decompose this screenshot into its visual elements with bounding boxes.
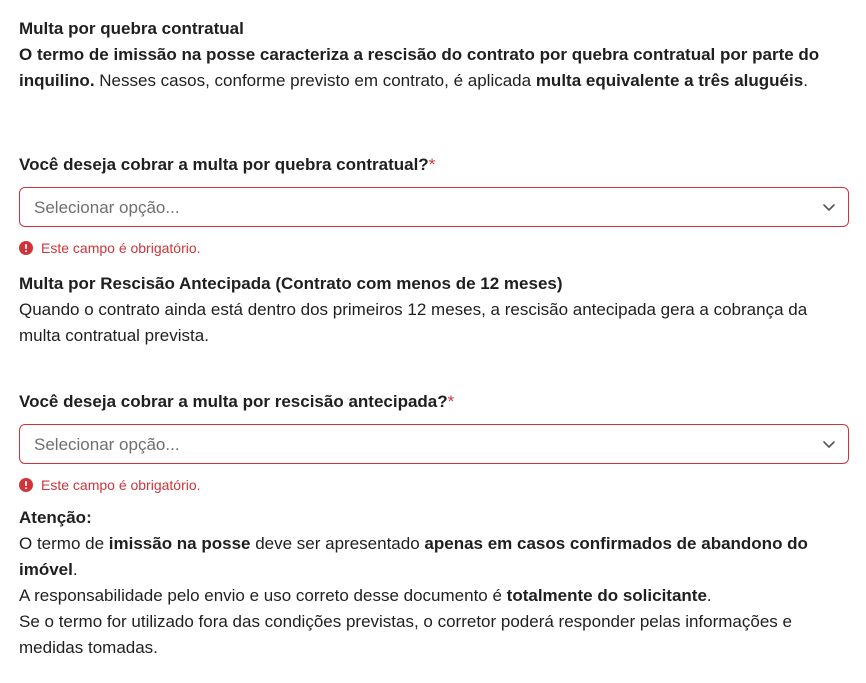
form-container — [19, 16, 849, 661]
attention-line-1 — [19, 531, 849, 583]
desc-end-1: . — [803, 71, 808, 90]
attention-text: A responsabilidade pelo envio e uso correto desse documento é — [19, 586, 507, 605]
question-label-text: Você deseja cobrar a multa por rescisão antecipada? — [19, 392, 448, 411]
chevron-down-icon — [822, 437, 836, 451]
question-label-text: Você deseja cobrar a multa por quebra contratual? — [19, 155, 429, 174]
section-rescisao-antecipada — [19, 271, 849, 349]
section-description-quebra — [19, 42, 849, 94]
question-label-rescisao — [19, 389, 849, 415]
select-rescisao-antecipada[interactable] — [19, 424, 849, 464]
desc-bold-2: multa equivalente a três aluguéis — [535, 71, 804, 90]
question-rescisao — [19, 389, 849, 494]
question-label-quebra — [19, 152, 849, 178]
required-asterisk: * — [428, 155, 436, 174]
select-quebra-contratual[interactable] — [19, 187, 849, 227]
desc-text-1: Nesses casos, conforme previsto em contrato, é aplicada — [94, 71, 536, 90]
section-title-rescisao: Multa por Rescisão Antecipada (Contrato com menos de 12 meses) — [19, 274, 563, 293]
error-text: Este campo é obrigatório. — [41, 477, 201, 493]
required-asterisk: * — [447, 392, 455, 411]
attention-text: deve ser apresentado — [250, 534, 425, 553]
error-text: Este campo é obrigatório. — [41, 240, 201, 256]
select-placeholder: Selecionar opção... — [34, 435, 180, 454]
attention-text: O termo de — [19, 534, 109, 553]
error-circle-icon — [19, 241, 33, 255]
attention-bold: imissão na posse — [108, 534, 251, 553]
section-description-rescisao: Quando o contrato ainda está dentro dos primeiros 12 meses, a rescisão antecipada gera a cobrança da multa contratual prevista. — [19, 300, 808, 345]
attention-title: Atenção: — [19, 508, 92, 527]
attention-text: . — [72, 560, 78, 579]
section-quebra-contratual — [19, 16, 849, 94]
chevron-down-icon — [822, 200, 836, 214]
attention-line-2 — [19, 583, 849, 609]
error-message-rescisao — [19, 476, 849, 494]
attention-block — [19, 505, 849, 661]
desc-bold-1: O termo de imissão na posse caracteriza a rescisão do contrato por quebra contratual por parte do inquilino. — [19, 45, 820, 90]
attention-text: . — [706, 586, 712, 605]
attention-line-3: Se o termo for utilizado fora das condições previstas, o corretor poderá responder pelas informações e medidas tomadas. — [19, 612, 792, 657]
select-placeholder: Selecionar opção... — [34, 198, 180, 217]
section-title-quebra: Multa por quebra contratual — [19, 19, 244, 38]
question-quebra — [19, 152, 849, 257]
error-circle-icon — [19, 478, 33, 492]
attention-bold: totalmente do solicitante — [506, 586, 707, 605]
error-message-quebra — [19, 239, 849, 257]
attention-bold: apenas em casos confirmados de abandono do imóvel — [19, 534, 808, 579]
